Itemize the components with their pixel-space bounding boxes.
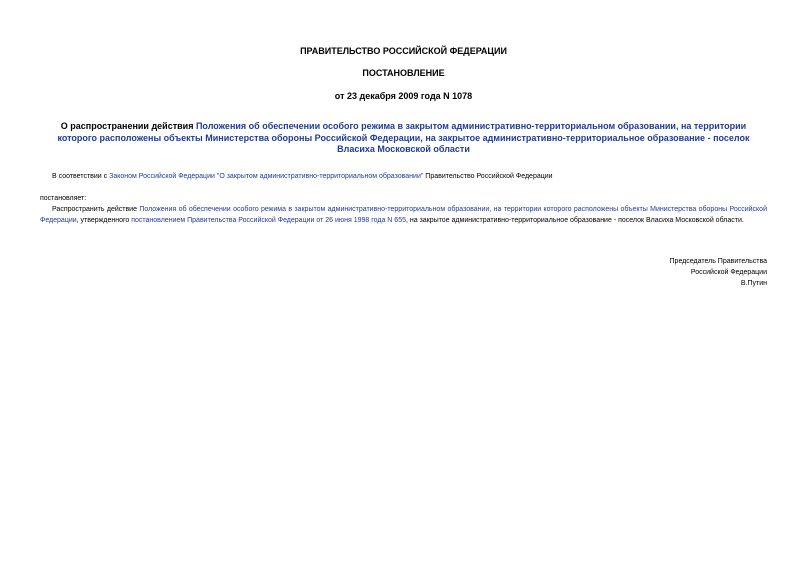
paragraph-resolves: постановляет: [40, 195, 87, 202]
basis-suffix: Правительство Российской Федерации [423, 173, 553, 180]
extend-prefix: Распространить действие [52, 206, 140, 213]
title-regulation-link[interactable]: Положения об обеспечении особого режима в закрытом административно-территориальном образовании, на территории которого расположены объекты Министерства обороны Российской Федерации, на закрытое административно-территориальное образование - поселок Власиха Московской области [57, 121, 750, 154]
signature-organization: Российской Федерации [690, 269, 767, 276]
document-date-number: от 23 декабря 2009 года N 1078 [334, 91, 473, 101]
extend-middle: , утвержденного [76, 217, 132, 224]
paragraph-basis [40, 172, 767, 182]
basis-prefix: В соответствии с [52, 173, 110, 180]
signature-position: Председатель Правительства [669, 258, 767, 265]
paragraph-extend [40, 204, 767, 226]
document-title [40, 121, 767, 156]
law-link[interactable]: Законом Российской Федерации [109, 173, 215, 180]
title-prefix: О распространении действия [60, 121, 196, 131]
signature-name: В.Путин [740, 280, 767, 287]
government-heading: ПРАВИТЕЛЬСТВО РОССИЙСКОЙ ФЕДЕРАЦИИ [300, 46, 507, 56]
document-type-heading: ПОСТАНОВЛЕНИЕ [362, 68, 445, 78]
extend-suffix: , на закрытое административно-территориальное образование - поселок Власиха Московской области. [405, 217, 744, 224]
resolution-link[interactable]: постановлением Правительства Российской Федерации от 26 июня 1998 года N 655 [131, 217, 406, 224]
law-name-link[interactable]: "О закрытом административно-территориальном образовании" [216, 173, 424, 180]
regulation-link[interactable]: Положения об обеспечении особого режима в закрытом административно-территориальном образовании, на территории которого расположены объекты Министерства обороны Российской Федерации [40, 206, 767, 224]
signature-block [467, 256, 767, 289]
